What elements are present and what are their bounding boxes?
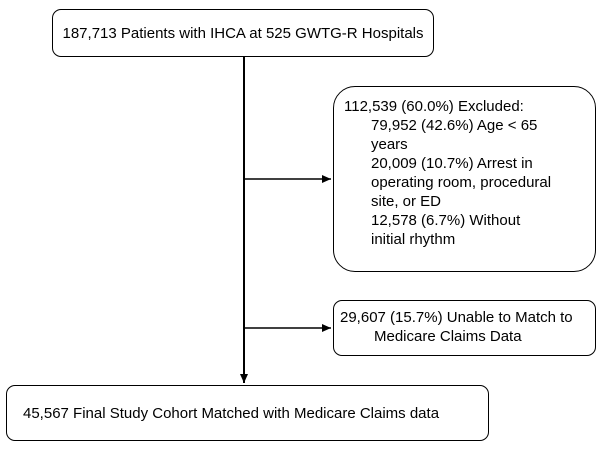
excluded-line: 20,009 (10.7%) Arrest in xyxy=(371,155,533,172)
final-cohort-box xyxy=(6,385,489,441)
excluded-line: site, or ED xyxy=(371,193,442,210)
unmatched-line-1: 29,607 (15.7%) Unable to Match to xyxy=(340,309,573,326)
excluded-line: operating room, procedural xyxy=(371,174,552,191)
final-cohort-text: 45,567 Final Study Cohort Matched with Medicare Claims data xyxy=(23,404,440,422)
excluded-line: 12,578 (6.7%) Without xyxy=(371,212,521,229)
unmatched-box xyxy=(333,300,596,356)
excluded-line: 79,952 (42.6%) Age < 65 xyxy=(371,117,538,134)
excluded-header: 112,539 (60.0%) Excluded: xyxy=(344,98,524,115)
initial-cohort-text: 187,713 Patients with IHCA at 525 GWTG-R Hospitals xyxy=(62,24,424,42)
excluded-line: years xyxy=(371,136,408,153)
excluded-box xyxy=(333,86,596,272)
unmatched-line-2: Medicare Claims Data xyxy=(374,328,522,345)
initial-cohort-box xyxy=(52,9,434,57)
excluded-line: initial rhythm xyxy=(371,231,456,248)
